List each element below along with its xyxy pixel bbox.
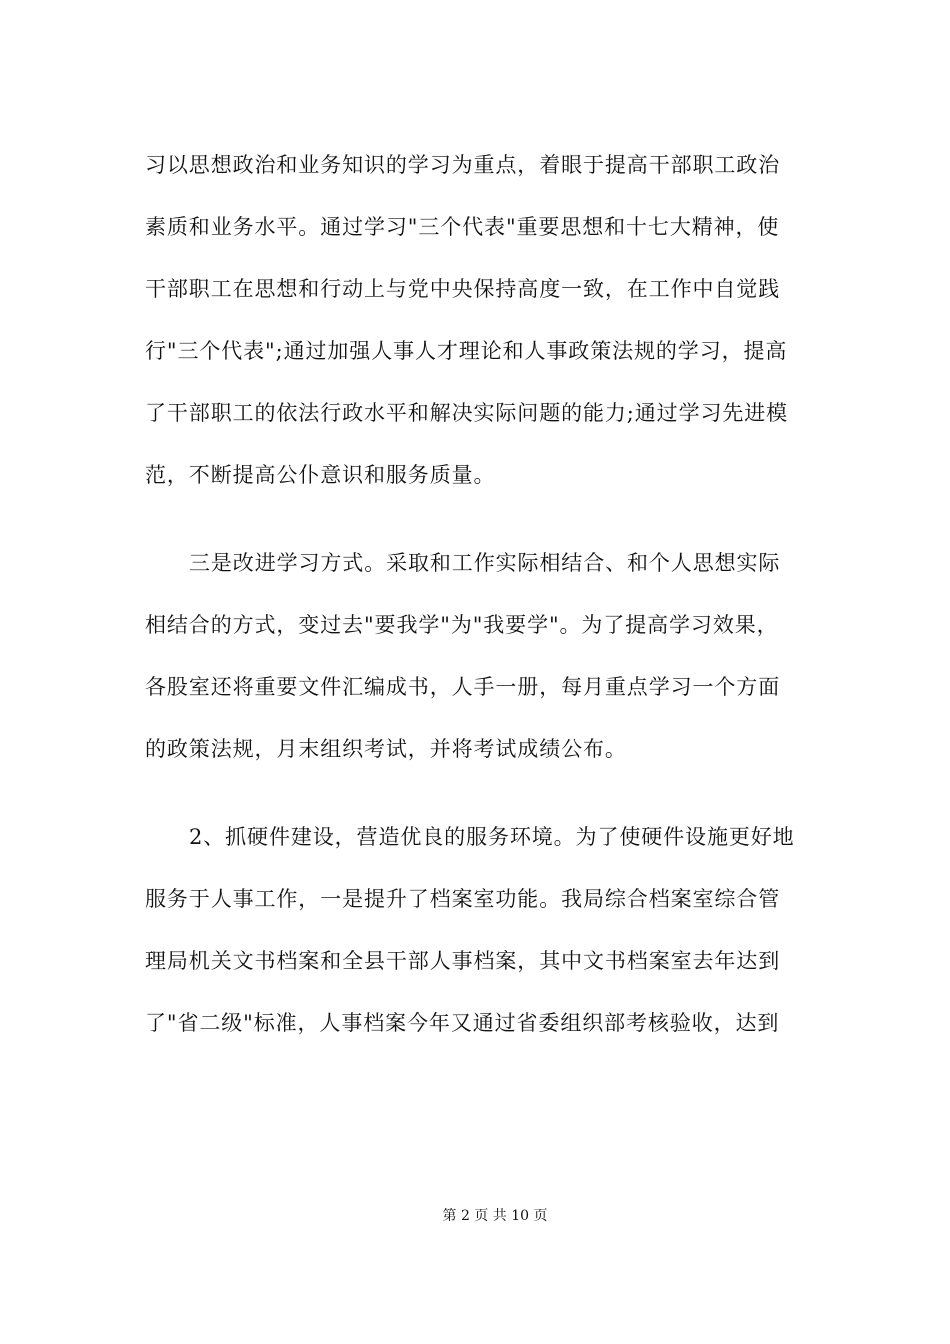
text-line: 范，不断提高公仆意识和服务质量。 xyxy=(145,463,496,487)
text-line: 行"三个代表";通过加强人事人才理论和人事政策法规的学习，提高 xyxy=(145,339,788,363)
paragraph-2 xyxy=(145,532,810,780)
text-line: 习以思想政治和业务知识的学习为重点，着眼于提高干部职工政治 xyxy=(145,153,781,177)
text-line: 素质和业务水平。通过学习"三个代表"重要思想和十七大精神，使 xyxy=(145,215,780,239)
page-number-footer: 第 2 页 共 10 页 xyxy=(442,1208,548,1224)
text-line: 服务于人事工作，一是提升了档案室功能。我局综合档案室综合管 xyxy=(145,887,781,911)
document-body xyxy=(145,134,810,1054)
paragraph-1 xyxy=(145,134,810,506)
text-line: 各股室还将重要文件汇编成书，人手一册，每月重点学习一个方面 xyxy=(145,675,781,699)
paragraph-gap xyxy=(145,506,810,532)
text-line: 相结合的方式，变过去"要我学"为"我要学"。为了提高学习效果， xyxy=(145,613,779,637)
text-line: 的政策法规，月末组织考试，并将考试成绩公布。 xyxy=(145,737,627,761)
paragraph-3 xyxy=(145,806,810,1054)
paragraph-gap xyxy=(145,780,810,806)
text-line: 三是改进学习方式。采取和工作实际相结合、和个人思想实际 xyxy=(189,551,781,575)
text-line: 2、抓硬件建设，营造优良的服务环境。为了使硬件设施更好地 xyxy=(189,825,795,849)
text-line: 干部职工在思想和行动上与党中央保持高度一致，在工作中自觉践 xyxy=(145,277,781,301)
text-line: 理局机关文书档案和全县干部人事档案，其中文书档案室去年达到 xyxy=(145,949,781,973)
text-line: 了干部职工的依法行政水平和解决实际问题的能力;通过学习先进模 xyxy=(145,401,789,425)
text-line: 了"省二级"标准，人事档案今年又通过省委组织部考核验收，达到 xyxy=(145,1011,780,1035)
